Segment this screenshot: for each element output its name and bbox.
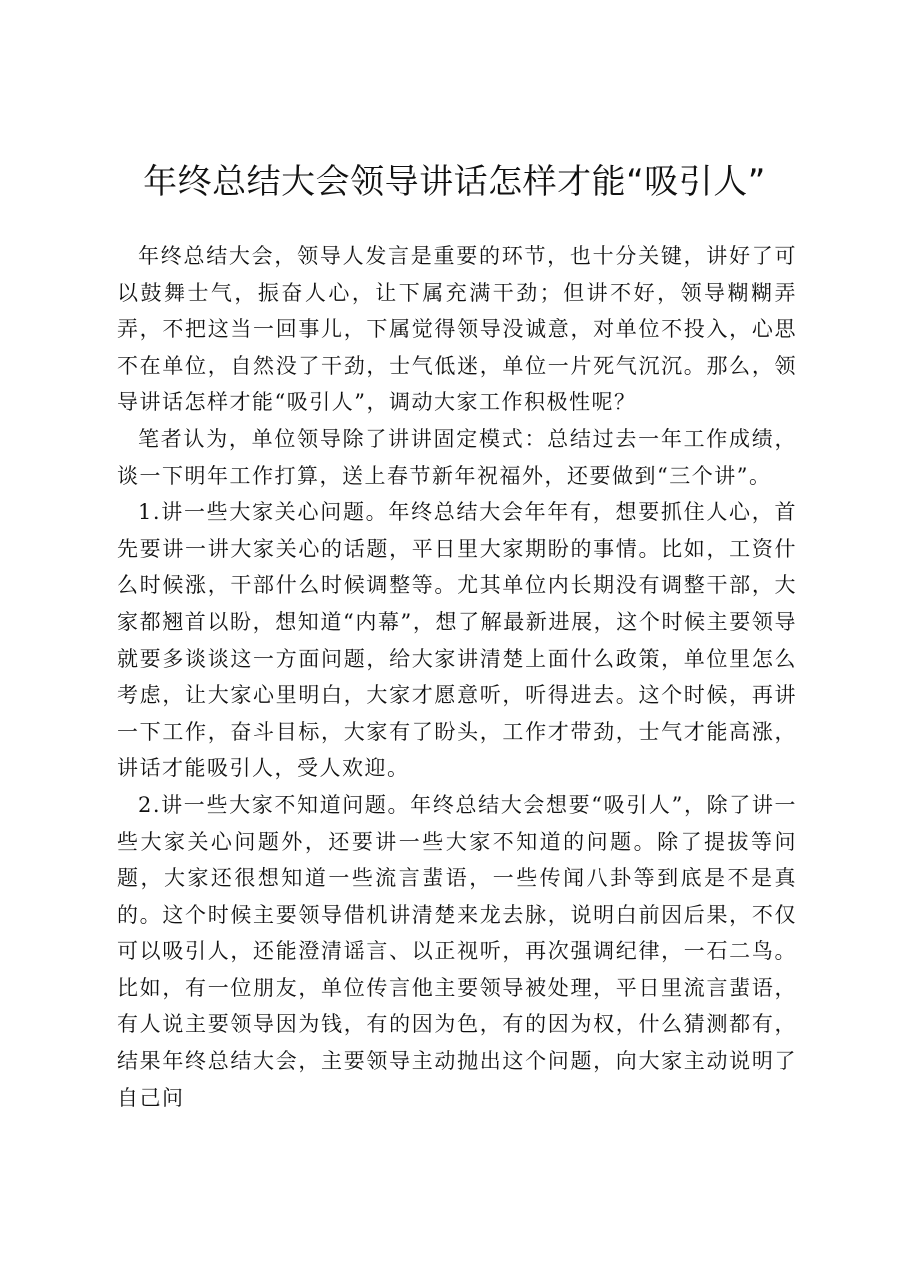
paragraph-point-1: 1.讲一些大家关心问题。年终总结大会年年有，想要抓住人心，首先要讲一讲大家关心的话题，平日里大家期盼的事情。比如，工资什么时候涨，干部什么时候调整等。尤其单位内长期没有调整干部，大家都翘首以盼，想知道“内幕”，想了解最新进展，这个时候主要领导就要多谈谈这一方面问题，给大家讲清楚上面什么政策，单位里怎么考虑，让大家心里明白，大家才愿意听，听得进去。这个时候，再讲一下工作，奋斗目标，大家有了盼头，工作才带劲，士气才能高涨，讲话才能吸引人，受人欢迎。: [117, 500, 797, 781]
document-body: [117, 238, 797, 1116]
document-title: 年终总结大会领导讲话怎样才能“吸引人”: [143, 162, 766, 202]
paragraph-author-view: 笔者认为，单位领导除了讲讲固定模式：总结过去一年工作成绩，谈一下明年工作打算，送上春节新年祝福外，还要做到“三个讲”。: [117, 426, 797, 488]
paragraph-point-2: 2.讲一些大家不知道问题。年终总结大会想要“吸引人”，除了讲一些大家关心问题外，还要讲一些大家不知道的问题。除了提拔等问题，大家还很想知道一些流言蜚语，一些传闻八卦等到底是不是真的。这个时候主要领导借机讲清楚来龙去脉，说明白前因后果，不仅可以吸引人，还能澄清谣言、以正视听，再次强调纪律，一石二鸟。比如，有一位朋友，单位传言他主要领导被处理，平日里流言蜚语，有人说主要领导因为钱，有的因为色，有的因为权，什么猜测都有，结果年终总结大会，主要领导主动抛出这个问题，向大家主动说明了自己问: [117, 792, 797, 1110]
paragraph-intro: 年终总结大会，领导人发言是重要的环节，也十分关键，讲好了可以鼓舞士气，振奋人心，让下属充满干劲；但讲不好，领导糊糊弄弄，不把这当一回事儿，下属觉得领导没诚意，对单位不投入，心思不在单位，自然没了干劲，士气低迷，单位一片死气沉沉。那么，领导讲话怎样才能“吸引人”，调动大家工作积极性呢？: [117, 244, 797, 415]
